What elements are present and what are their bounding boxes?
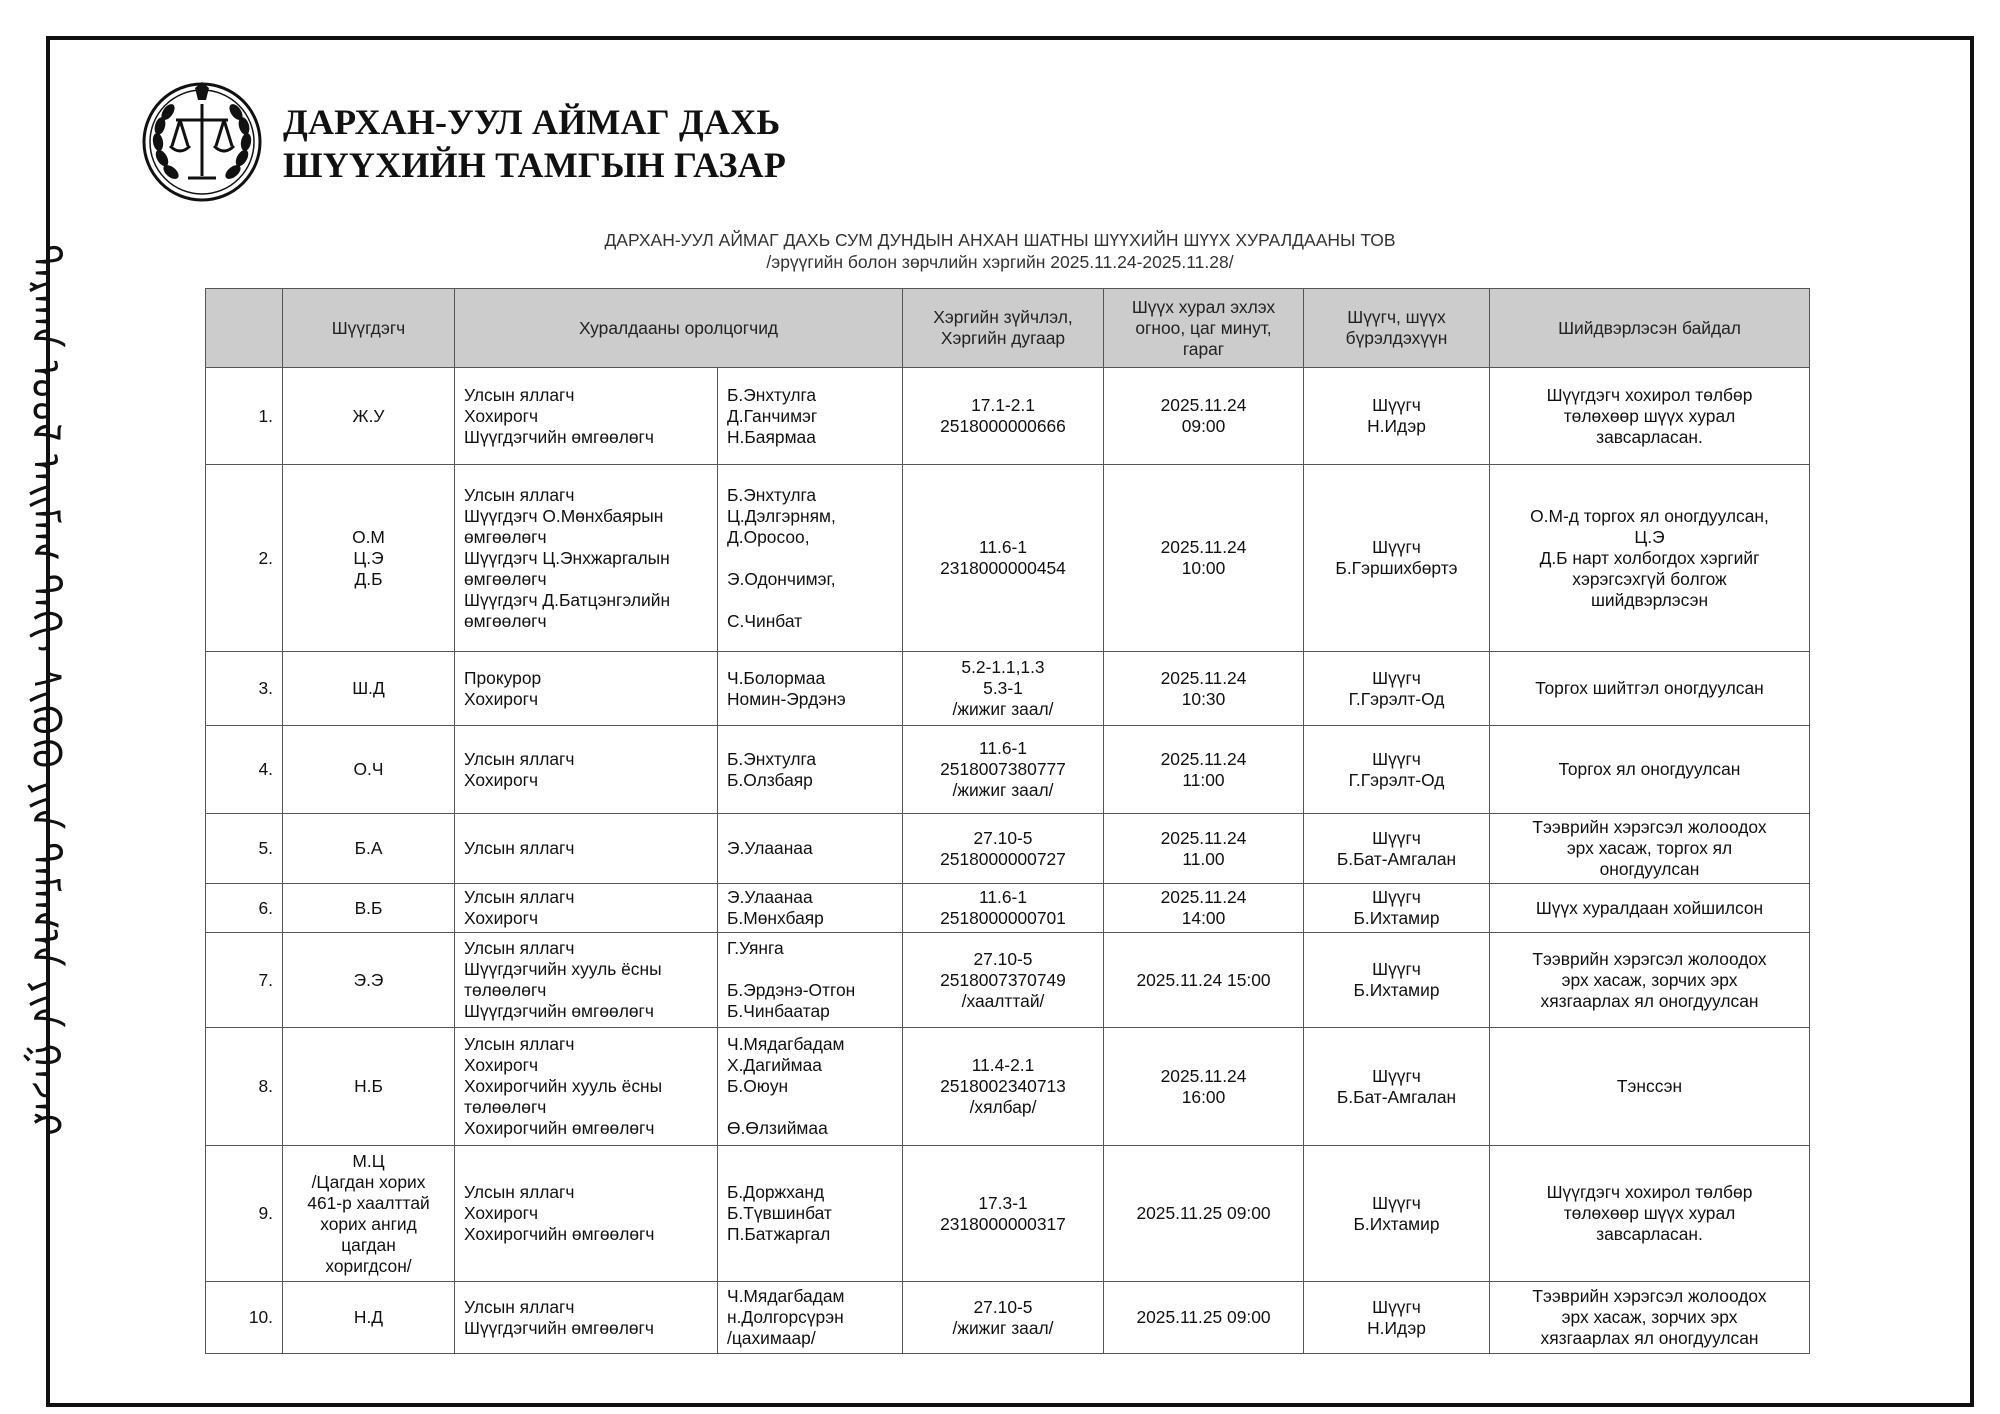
time-cell: 2025.11.24 14:00 — [1104, 884, 1304, 933]
org-line-1: ДАРХАН-УУЛ АЙМАГ ДАХЬ — [283, 102, 781, 142]
participant-roles-cell: Улсын яллагч Шүүгдэгчийн хууль ёсны төлөөлөгч Шүүгдэгчийн өмгөөлөгч — [455, 933, 718, 1028]
decision-cell: Торгох шийтгэл оногдуулсан — [1490, 652, 1810, 726]
row-number: 6. — [206, 884, 283, 933]
participant-names-cell: Г.Уянга Б.Эрдэнэ-Отгон Б.Чинбаатар — [718, 933, 903, 1028]
header-judge: Шүүгч, шүүх бүрэлдэхүүн — [1304, 289, 1490, 368]
judge-cell: Шүүгч Б.Бат-Амгалан — [1304, 814, 1490, 884]
defendant-cell: О.Ч — [283, 726, 455, 814]
case-cell: 11.6-1 2518000000701 — [903, 884, 1104, 933]
time-cell: 2025.11.24 16:00 — [1104, 1028, 1304, 1146]
participant-names-cell: Ч.Мядагбадам н.Долгорсүрэн /цахимаар/ — [718, 1282, 903, 1354]
judge-cell: Шүүгч Г.Гэрэлт-Од — [1304, 726, 1490, 814]
row-number: 8. — [206, 1028, 283, 1146]
row-number: 7. — [206, 933, 283, 1028]
judge-cell: Шүүгч Н.Идэр — [1304, 1282, 1490, 1354]
case-cell: 11.6-1 2518007380777 /жижиг заал/ — [903, 726, 1104, 814]
header-case: Хэргийн зүйчлэл, Хэргийн дугаар — [903, 289, 1104, 368]
row-number: 3. — [206, 652, 283, 726]
decision-cell: Тээврийн хэрэгсэл жолоодох эрх хасаж, зорчих эрх хязгаарлах ял оногдуулсан — [1490, 933, 1810, 1028]
participant-roles-cell: Улсын яллагч Шүүгдэгчийн өмгөөлөгч — [455, 1282, 718, 1354]
participant-roles-cell: Улсын яллагч Хохирогч Хохирогчийн хууль ёсны төлөөлөгч Хохирогчийн өмгөөлөгч — [455, 1028, 718, 1146]
participant-roles-cell: Улсын яллагч Хохирогч Хохирогчийн өмгөөлөгч — [455, 1146, 718, 1282]
time-cell: 2025.11.25 09:00 — [1104, 1146, 1304, 1282]
participant-names-cell: Э.Улаанаа — [718, 814, 903, 884]
table-row — [206, 726, 1810, 814]
case-cell: 27.10-5 2518000000727 — [903, 814, 1104, 884]
judge-cell: Шүүгч Б.Ихтамир — [1304, 884, 1490, 933]
participant-names-cell: Э.Улаанаа Б.Мөнхбаяр — [718, 884, 903, 933]
participant-roles-cell: Улсын яллагч Хохирогч — [455, 726, 718, 814]
participant-names-cell: Ч.Болормаа Номин-Эрдэнэ — [718, 652, 903, 726]
defendant-cell: Ж.У — [283, 368, 455, 465]
table-header-row — [206, 289, 1810, 368]
participant-names-cell: Ч.Мядагбадам Х.Дагиймаа Б.Оюун Ө.Өлзиймаа — [718, 1028, 903, 1146]
defendant-cell: В.Б — [283, 884, 455, 933]
org-line-2: ШҮҮХИЙН ТАМГЫН ГАЗАР — [283, 145, 787, 185]
table-row — [206, 814, 1810, 884]
participant-names-cell: Б.Энхтулга Ц.Дэлгэрням, Д.Оросоо, Э.Одончимэг, С.Чинбат — [718, 465, 903, 652]
judge-cell: Шүүгч Г.Гэрэлт-Од — [1304, 652, 1490, 726]
table-row — [206, 884, 1810, 933]
organization-name — [283, 101, 786, 187]
decision-cell: Тээврийн хэрэгсэл жолоодох эрх хасаж, торгох ял оногдуулсан — [1490, 814, 1810, 884]
time-cell: 2025.11.25 09:00 — [1104, 1282, 1304, 1354]
participant-names-cell: Б.Доржханд Б.Түвшинбат П.Батжаргал — [718, 1146, 903, 1282]
header-participants: Хуралдааны оролцогчид — [455, 289, 903, 368]
header-defendant: Шүүгдэгч — [283, 289, 455, 368]
row-number: 4. — [206, 726, 283, 814]
hearing-schedule-table — [205, 288, 1810, 1354]
header-number — [206, 289, 283, 368]
time-cell: 2025.11.24 10:30 — [1104, 652, 1304, 726]
decision-cell: Шүүх хуралдаан хойшилсон — [1490, 884, 1810, 933]
row-number: 10. — [206, 1282, 283, 1354]
court-emblem-icon — [140, 80, 264, 204]
time-cell: 2025.11.24 10:00 — [1104, 465, 1304, 652]
decision-cell: Торгох ял оногдуулсан — [1490, 726, 1810, 814]
defendant-cell: Б.А — [283, 814, 455, 884]
defendant-cell: О.М Ц.Э Д.Б — [283, 465, 455, 652]
time-cell: 2025.11.24 15:00 — [1104, 933, 1304, 1028]
participant-roles-cell: Улсын яллагч Хохирогч Шүүгдэгчийн өмгөөлөгч — [455, 368, 718, 465]
row-number: 2. — [206, 465, 283, 652]
decision-cell: Тэнссэн — [1490, 1028, 1810, 1146]
case-cell: 11.4-2.1 2518002340713 /хялбар/ — [903, 1028, 1104, 1146]
decision-cell: О.М-д торгох ял оногдуулсан, Ц.Э Д.Б нарт холбогдох хэргийг хэрэгсэхгүй болгож шийдвэрлэсэн — [1490, 465, 1810, 652]
title-line-2: /эрүүгийн болон зөрчлийн хэргийн 2025.11.24-2025.11.28/ — [766, 252, 1234, 272]
participant-roles-cell: Улсын яллагч Шүүгдэгч О.Мөнхбаярын өмгөөлөгч Шүүгдэгч Ц.Энхжаргалын өмгөөлөгч Шүүгдэгч Д.Батцэнгэлийн өмгөөлөгч — [455, 465, 718, 652]
title-line-1: ДАРХАН-УУЛ АЙМАГ ДАХЬ СУМ ДУНДЫН АНХАН ШАТНЫ ШҮҮХИЙН ШҮҮХ ХУРАЛДААНЫ ТОВ — [604, 230, 1396, 250]
case-cell: 27.10-5 2518007370749 /хаалттай/ — [903, 933, 1104, 1028]
time-cell: 2025.11.24 09:00 — [1104, 368, 1304, 465]
table-row — [206, 933, 1810, 1028]
defendant-cell: Ш.Д — [283, 652, 455, 726]
participant-names-cell: Б.Энхтулга Д.Ганчимэг Н.Баярмаа — [718, 368, 903, 465]
judge-cell: Шүүгч Б.Ихтамир — [1304, 1146, 1490, 1282]
defendant-cell: Э.Э — [283, 933, 455, 1028]
decision-cell: Шүүгдэгч хохирол төлбөр төлөхөөр шүүх хурал завсарласан. — [1490, 1146, 1810, 1282]
defendant-cell: Н.Б — [283, 1028, 455, 1146]
document-title — [200, 229, 1800, 273]
case-cell: 17.3-1 2318000000317 — [903, 1146, 1104, 1282]
participant-roles-cell: Улсын яллагч Хохирогч — [455, 884, 718, 933]
participant-roles-cell: Прокурор Хохирогч — [455, 652, 718, 726]
vertical-org-name: ᠳᠠᠷᠬᠠᠨ ᠤᠤᠯ ᠠᠢᠮᠠᠭ ᠳᠠᠬᠢ ᠰᠢᠭᠦᠬᠦ ᠶᠢᠨ ᠲᠠᠮᠠᠭ᠎ᠠ ᠶᠢᠨ ᠭᠠᠵᠠᠷ — [22, 244, 68, 1136]
time-cell: 2025.11.24 11.00 — [1104, 814, 1304, 884]
table-row — [206, 368, 1810, 465]
judge-cell: Шүүгч Н.Идэр — [1304, 368, 1490, 465]
case-cell: 5.2-1.1,1.3 5.3-1 /жижиг заал/ — [903, 652, 1104, 726]
case-cell: 27.10-5 /жижиг заал/ — [903, 1282, 1104, 1354]
decision-cell: Шүүгдэгч хохирол төлбөр төлөхөөр шүүх хурал завсарласан. — [1490, 368, 1810, 465]
case-cell: 11.6-1 2318000000454 — [903, 465, 1104, 652]
participant-roles-cell: Улсын яллагч — [455, 814, 718, 884]
judge-cell: Шүүгч Б.Гэршихбөртэ — [1304, 465, 1490, 652]
decision-cell: Тээврийн хэрэгсэл жолоодох эрх хасаж, зорчих эрх хязгаарлах ял оногдуулсан — [1490, 1282, 1810, 1354]
defendant-cell: М.Ц /Цагдан хорих 461-р хаалттай хорих ангид цагдан хоригдсон/ — [283, 1146, 455, 1282]
judge-cell: Шүүгч Б.Бат-Амгалан — [1304, 1028, 1490, 1146]
case-cell: 17.1-2.1 2518000000666 — [903, 368, 1104, 465]
row-number: 1. — [206, 368, 283, 465]
table-row — [206, 1282, 1810, 1354]
row-number: 9. — [206, 1146, 283, 1282]
time-cell: 2025.11.24 11:00 — [1104, 726, 1304, 814]
table-row — [206, 652, 1810, 726]
header-decision: Шийдвэрлэсэн байдал — [1490, 289, 1810, 368]
row-number: 5. — [206, 814, 283, 884]
vertical-mongolian-script — [0, 210, 110, 1170]
participant-names-cell: Б.Энхтулга Б.Олзбаяр — [718, 726, 903, 814]
table-row — [206, 1146, 1810, 1282]
defendant-cell: Н.Д — [283, 1282, 455, 1354]
table-row — [206, 465, 1810, 652]
header-time: Шүүх хурал эхлэх огноо, цаг минут, гараг — [1104, 289, 1304, 368]
judge-cell: Шүүгч Б.Ихтамир — [1304, 933, 1490, 1028]
table-row — [206, 1028, 1810, 1146]
